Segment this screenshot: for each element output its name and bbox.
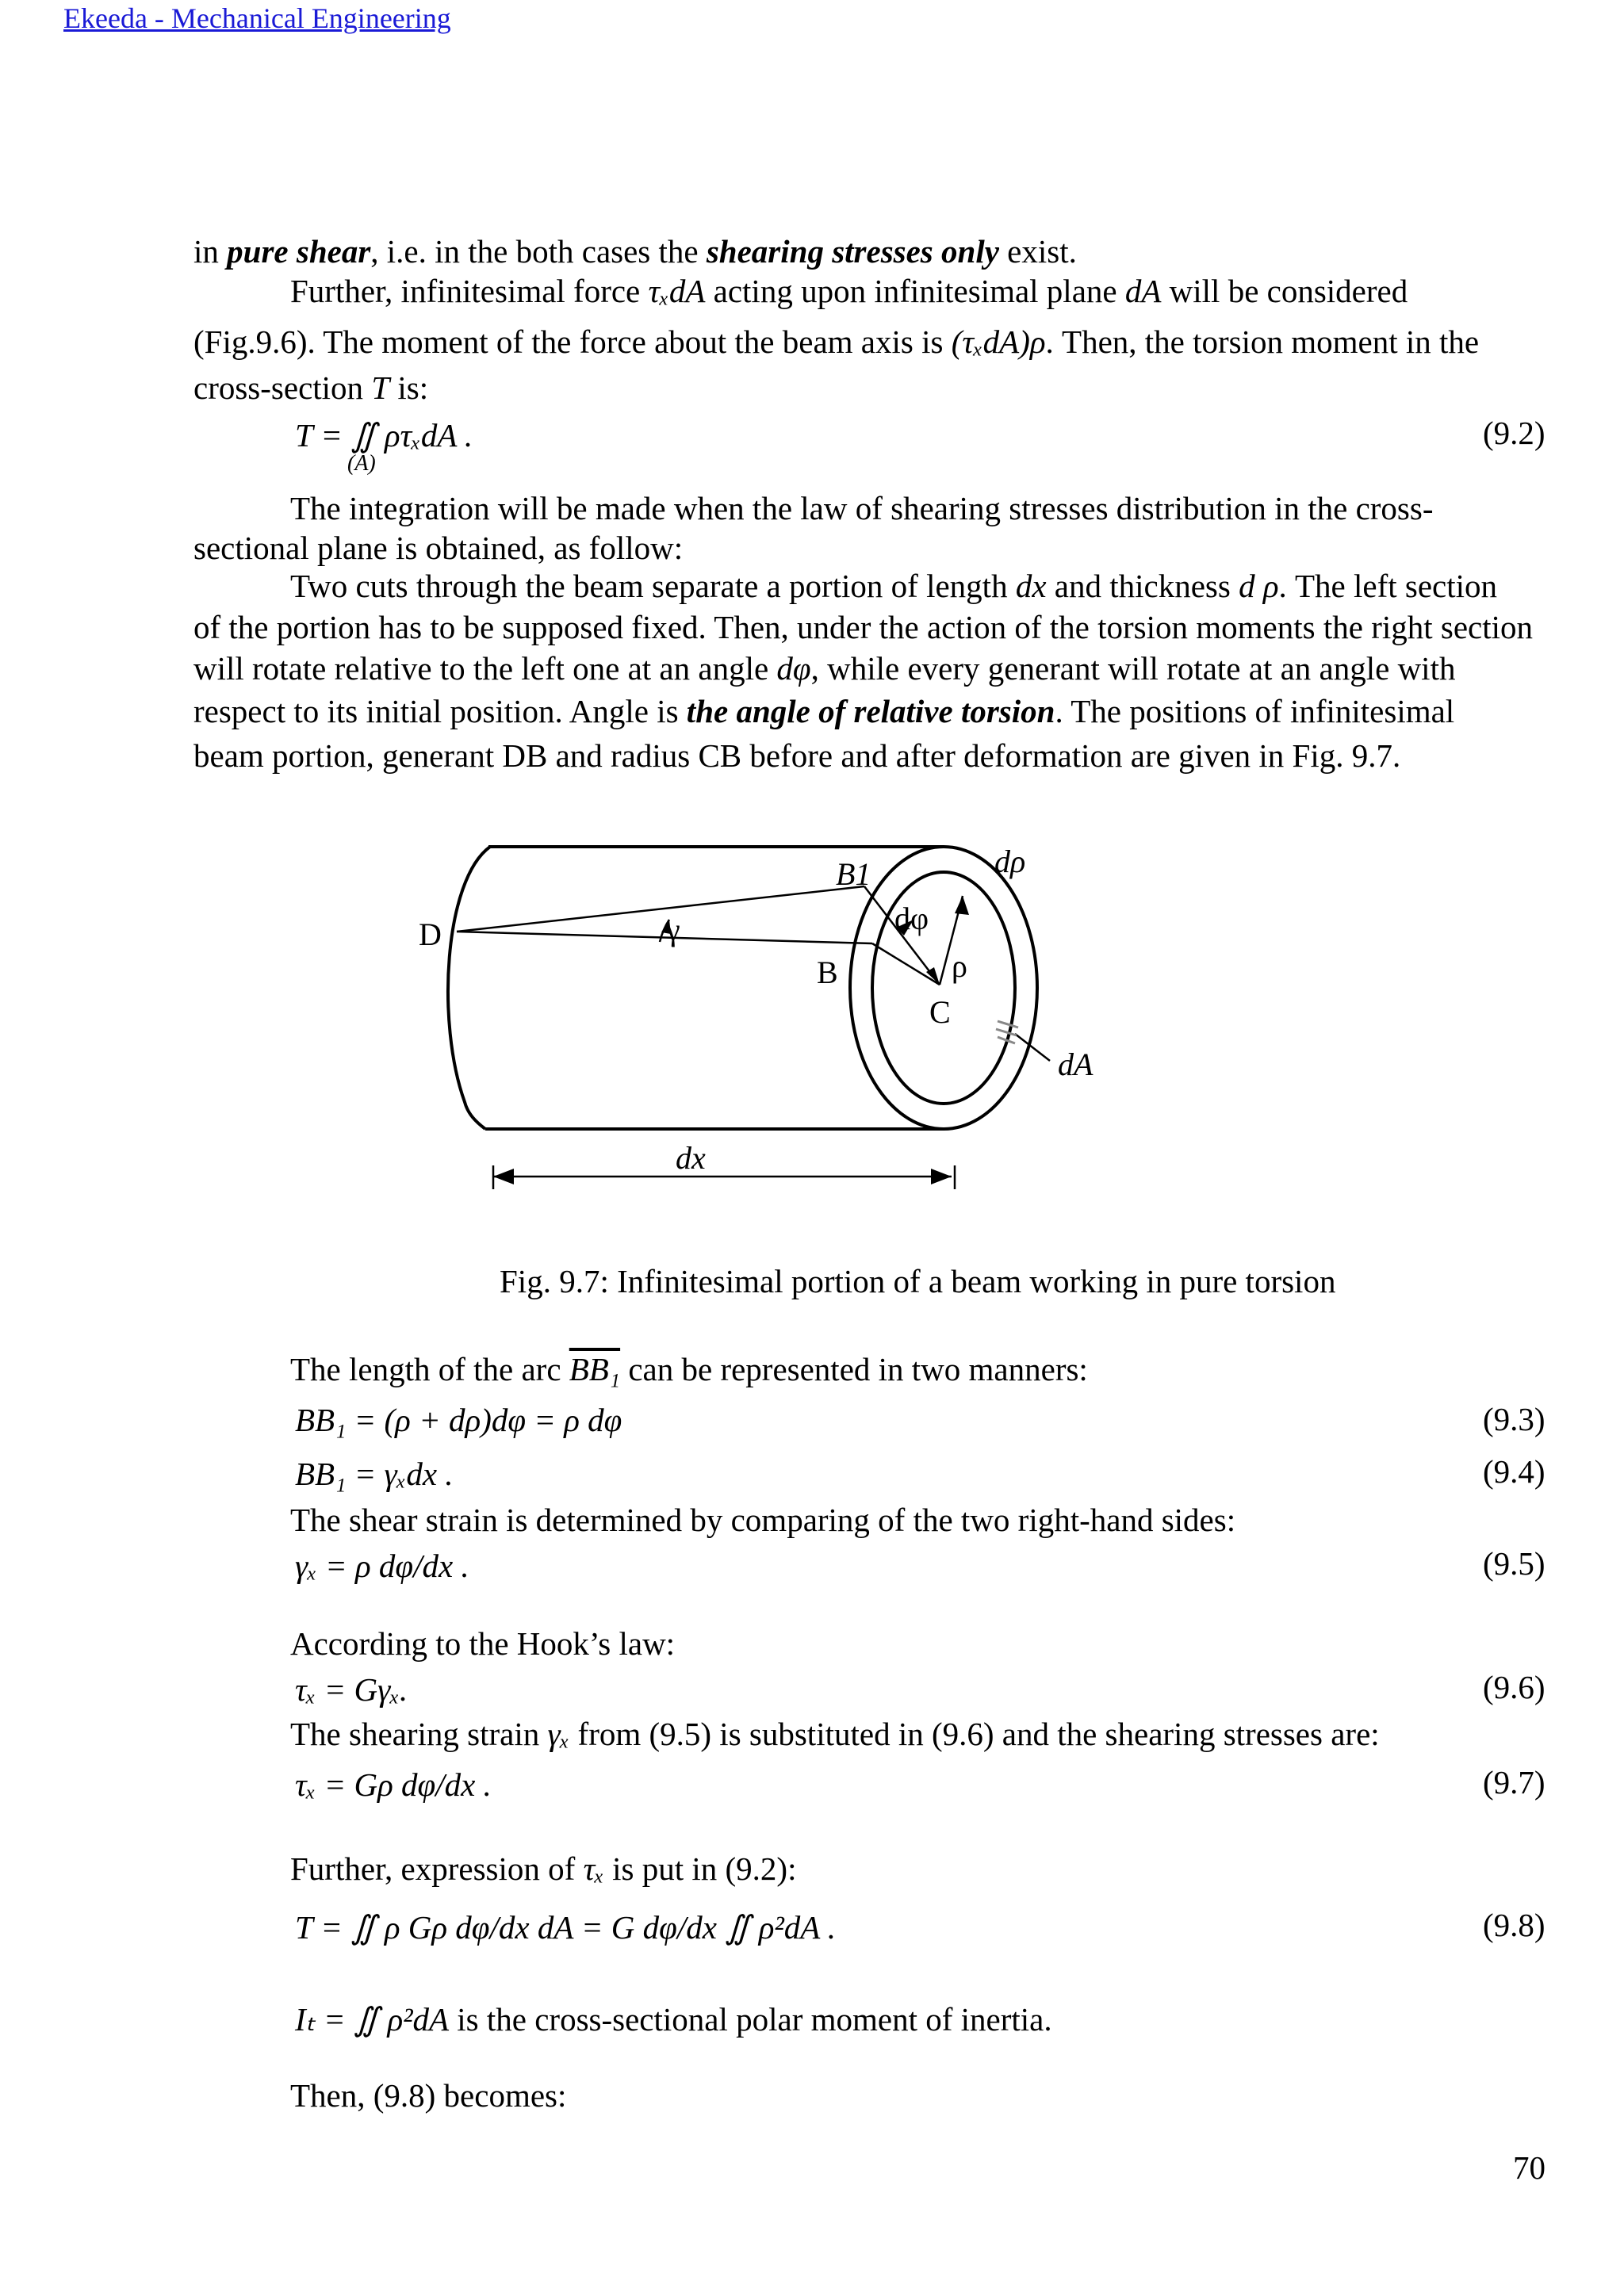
text-line-8: of the portion has to be supposed fixed. Then, under the action of the torsion moments the right section <box>193 609 1534 645</box>
text-line-10: respect to its initial position. Angle is the angle of relative torsion. The positions of infinitesimal <box>193 693 1455 729</box>
text-line-6: sectional plane is obtained, as follow: <box>193 530 684 566</box>
cylinder-left-end <box>448 847 490 1129</box>
label-D: D <box>419 916 442 952</box>
text-line-4: cross-section T is: <box>193 369 429 406</box>
label-C: C <box>929 994 951 1030</box>
text-line-16: Further, expression of τₓ is put in (9.2): <box>290 1850 797 1887</box>
text-line-5: The integration will be made when the law of shearing stresses distribution in the cross- <box>290 490 1434 526</box>
eqno-9-5: (9.5) <box>1483 1545 1545 1582</box>
text-line-11: beam portion, generant DB and radius CB before and after deformation are given in Fig. 9.7. <box>193 737 1401 774</box>
label-gamma: γ <box>666 912 680 947</box>
page-number: 70 <box>1513 2149 1545 2186</box>
eqno-9-7: (9.7) <box>1483 1764 1545 1800</box>
generant-DB <box>457 932 872 943</box>
radius-CB <box>872 943 940 985</box>
text-line-7: Two cuts through the beam separate a portion of length dx and thickness d ρ. The left section <box>290 568 1498 604</box>
equation-9-6: τₓ = Gγₓ. <box>295 1671 408 1708</box>
label-drho: dρ <box>994 844 1026 879</box>
label-dphi: dφ <box>894 901 929 936</box>
inner-ring <box>872 872 1015 1104</box>
figure-caption: Fig. 9.7: Infinitesimal portion of a beam working in pure torsion <box>500 1263 1336 1299</box>
equation-9-2: T = ∬ ρτₓdA . <box>295 417 473 453</box>
label-B: B <box>817 955 838 990</box>
text-line-1: in pure shear, i.e. in the both cases the shearing stresses only exist. <box>193 233 1077 270</box>
eqno-9-8: (9.8) <box>1483 1907 1545 1943</box>
label-dA: dA <box>1058 1047 1094 1082</box>
generant-DB1 <box>457 886 864 932</box>
dx-arrow-left <box>493 1169 514 1184</box>
text-line-2: Further, infinitesimal force τₓdA acting upon infinitesimal plane dA will be considered <box>290 273 1408 309</box>
text-line-12: The length of the arc BB₁ can be represented in two manners: <box>290 1351 1088 1387</box>
eqno-9-2: (9.2) <box>1483 415 1545 451</box>
eqno-9-4: (9.4) <box>1483 1453 1545 1490</box>
equation-9-7: τₓ = Gρ dφ/dx . <box>295 1766 492 1803</box>
label-dx: dx <box>676 1140 706 1176</box>
equation-9-8: T = ∬ ρ Gρ dφ/dx dA = G dφ/dx ∬ ρ²dA . <box>295 1909 837 1946</box>
polar-moment-line: Iₜ = ∬ ρ²dA is the cross-sectional polar moment of inertia. <box>295 2001 1052 2038</box>
label-B1: B1 <box>836 856 871 892</box>
text-line-18: Then, (9.8) becomes: <box>290 2077 567 2114</box>
eqno-9-3: (9.3) <box>1483 1401 1545 1437</box>
equation-9-3: BB₁ = (ρ + dρ)dφ = ρ dφ <box>295 1402 622 1438</box>
text-line-13: The shear strain is determined by comparing of the two right-hand sides: <box>290 1502 1236 1538</box>
equation-9-4: BB₁ = γₓdx . <box>295 1456 454 1492</box>
eq92-limit: (A) <box>347 451 376 476</box>
polar-moment-definition: Iₜ = ∬ ρ²dA <box>295 2001 450 2038</box>
label-rho: ρ <box>952 948 967 984</box>
outer-ring <box>850 847 1037 1129</box>
header-link[interactable]: Ekeeda - Mechanical Engineering <box>63 2 451 34</box>
text-line-15: The shearing strain γₓ from (9.5) is substituted in (9.6) and the shearing stresses are: <box>290 1716 1380 1752</box>
text-line-3: (Fig.9.6). The moment of the force about the beam axis is (τₓdA)ρ. Then, the torsion moment in the <box>193 323 1480 360</box>
equation-9-5: γₓ = ρ dφ/dx . <box>295 1548 469 1584</box>
eqno-9-6: (9.6) <box>1483 1669 1545 1705</box>
dA-hatch <box>996 1021 1018 1043</box>
text-line-9: will rotate relative to the left one at an angle dφ, while every generant will rotate at an angle with <box>193 650 1456 687</box>
dx-arrow-right <box>931 1169 952 1184</box>
arrow-rho <box>955 896 969 915</box>
text-line-14: According to the Hook’s law: <box>290 1625 676 1662</box>
